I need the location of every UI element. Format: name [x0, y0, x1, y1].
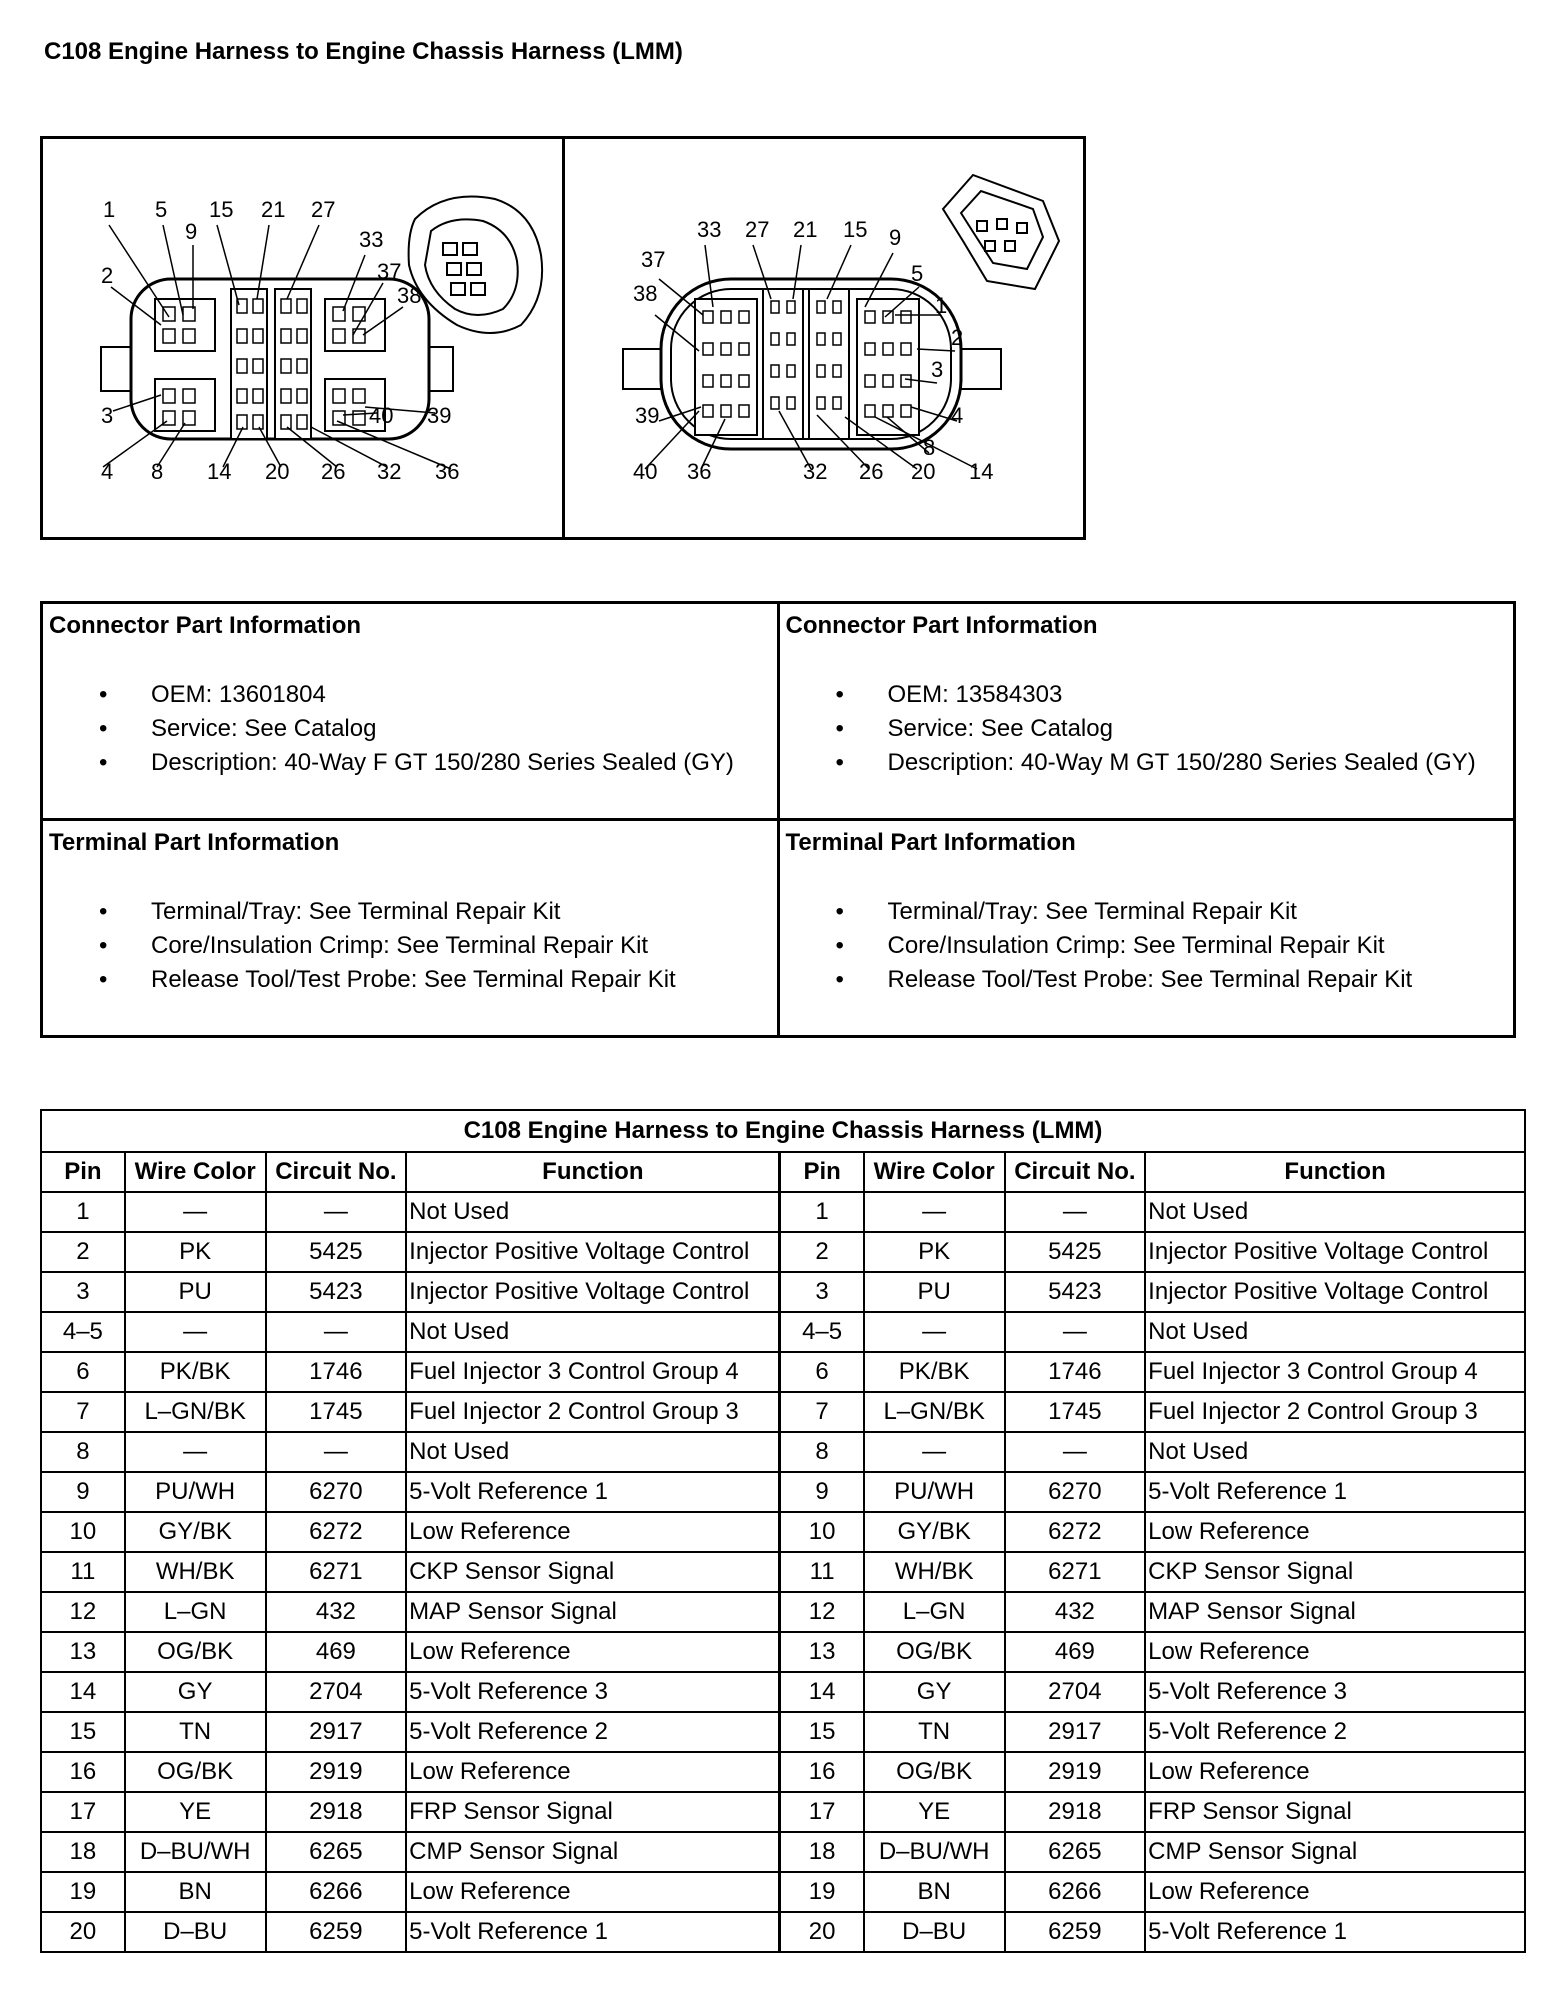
circuit-no-cell: 6259: [1005, 1912, 1146, 1952]
circuit-no-cell: 2704: [266, 1672, 407, 1712]
terminal-info-heading: Terminal Part Information: [49, 829, 340, 856]
circuit-no-cell: 469: [1005, 1632, 1146, 1672]
wire-color-cell: —: [125, 1312, 266, 1352]
female-connector-diagram: [43, 139, 562, 537]
circuit-no-cell: 469: [266, 1632, 407, 1672]
wire-color-cell: BN: [125, 1872, 266, 1912]
pinout-header-row: [41, 1152, 1525, 1192]
wire-color-cell: TN: [125, 1712, 266, 1752]
function-cell: 5-Volt Reference 2: [406, 1712, 780, 1752]
pin-cell: 15: [41, 1712, 125, 1752]
function-cell: Injector Positive Voltage Control: [406, 1272, 780, 1312]
circuit-no-cell: 2918: [266, 1792, 407, 1832]
pin-cell: 2: [41, 1232, 125, 1272]
pin-cell: 16: [41, 1752, 125, 1792]
pin-cell: 4–5: [780, 1312, 864, 1352]
pin-cell: 7: [780, 1392, 864, 1432]
terminal-info-list: [780, 895, 1514, 997]
right-pin-label: 27: [745, 217, 770, 242]
pin-cell: 8: [780, 1432, 864, 1472]
pinout-row: [41, 1272, 1525, 1312]
right-pin-label: 1: [935, 293, 948, 318]
wire-color-cell: PU/WH: [125, 1472, 266, 1512]
function-cell: CKP Sensor Signal: [406, 1552, 780, 1592]
function-cell: 5-Volt Reference 3: [1145, 1672, 1525, 1712]
right-pin-label: 14: [969, 459, 994, 484]
pinout-row: [41, 1752, 1525, 1792]
header-pin: Pin: [41, 1152, 125, 1192]
terminal-tray: • Terminal/Tray: See Terminal Repair Kit: [43, 895, 777, 929]
wire-color-cell: L–GN/BK: [864, 1392, 1005, 1432]
pin-cell: 18: [41, 1832, 125, 1872]
left-pin-label: 1: [103, 197, 116, 222]
pin-cell: 10: [41, 1512, 125, 1552]
wire-color-cell: WH/BK: [125, 1552, 266, 1592]
right-pin-label: 20: [911, 459, 936, 484]
function-cell: Low Reference: [1145, 1752, 1525, 1792]
right-pin-label: 36: [687, 459, 712, 484]
part-information-table: [40, 601, 1516, 1038]
pin-cell: 2: [780, 1232, 864, 1272]
function-cell: Fuel Injector 3 Control Group 4: [406, 1352, 780, 1392]
pin-cell: 16: [780, 1752, 864, 1792]
left-pin-label: 36: [435, 459, 460, 484]
header-function: Function: [406, 1152, 780, 1192]
right-pin-label: 38: [633, 281, 658, 306]
pinout-row: [41, 1792, 1525, 1832]
wire-color-cell: PK/BK: [864, 1352, 1005, 1392]
terminal-tray: • Terminal/Tray: See Terminal Repair Kit: [780, 895, 1514, 929]
function-cell: Not Used: [406, 1312, 780, 1352]
pinout-row: [41, 1672, 1525, 1712]
function-cell: Not Used: [1145, 1192, 1525, 1232]
header-pin: Pin: [780, 1152, 864, 1192]
pin-cell: 11: [780, 1552, 864, 1592]
pin-cell: 14: [780, 1672, 864, 1712]
right-pin-label: 33: [697, 217, 722, 242]
circuit-no-cell: 432: [1005, 1592, 1146, 1632]
circuit-no-cell: 6271: [1005, 1552, 1146, 1592]
pin-cell: 20: [41, 1912, 125, 1952]
pin-cell: 9: [780, 1472, 864, 1512]
pin-cell: 6: [41, 1352, 125, 1392]
pin-cell: 3: [41, 1272, 125, 1312]
pin-cell: 17: [780, 1792, 864, 1832]
terminal-crimp: • Core/Insulation Crimp: See Terminal Repair Kit: [43, 929, 777, 963]
function-cell: Low Reference: [406, 1752, 780, 1792]
terminal-release-tool: • Release Tool/Test Probe: See Terminal Repair Kit: [780, 963, 1514, 997]
function-cell: Low Reference: [406, 1872, 780, 1912]
wire-color-cell: BN: [864, 1872, 1005, 1912]
function-cell: Not Used: [1145, 1432, 1525, 1472]
pinout-row: [41, 1712, 1525, 1752]
pinout-row: [41, 1552, 1525, 1592]
wire-color-cell: PK: [125, 1232, 266, 1272]
wire-color-cell: GY/BK: [125, 1512, 266, 1552]
right-pin-label: 5: [911, 261, 924, 286]
connector-info-cell-right: [778, 603, 1515, 820]
wire-color-cell: —: [864, 1432, 1005, 1472]
right-pin-label: 3: [931, 357, 944, 382]
function-cell: MAP Sensor Signal: [1145, 1592, 1525, 1632]
pin-cell: 12: [41, 1592, 125, 1632]
header-circuit-no: Circuit No.: [1005, 1152, 1146, 1192]
function-cell: Low Reference: [1145, 1512, 1525, 1552]
circuit-no-cell: 2919: [1005, 1752, 1146, 1792]
function-cell: CMP Sensor Signal: [406, 1832, 780, 1872]
pin-cell: 18: [780, 1832, 864, 1872]
right-pin-label: 40: [633, 459, 658, 484]
function-cell: Low Reference: [406, 1632, 780, 1672]
pin-cell: 4–5: [41, 1312, 125, 1352]
circuit-no-cell: 6271: [266, 1552, 407, 1592]
pinout-row: [41, 1912, 1525, 1952]
right-pin-label: 21: [793, 217, 818, 242]
wire-color-cell: L–GN: [125, 1592, 266, 1632]
pin-cell: 1: [780, 1192, 864, 1232]
female-connector-drawing: [43, 139, 562, 537]
left-pin-label: 32: [377, 459, 402, 484]
left-pin-label: 21: [261, 197, 286, 222]
left-pin-label: 37: [377, 259, 402, 284]
circuit-no-cell: 6259: [266, 1912, 407, 1952]
terminal-info-list: [43, 895, 777, 997]
connector-oem: • OEM: 13584303: [780, 678, 1514, 712]
wire-color-cell: GY/BK: [864, 1512, 1005, 1552]
circuit-no-cell: —: [1005, 1432, 1146, 1472]
left-pin-label: 14: [207, 459, 232, 484]
function-cell: 5-Volt Reference 3: [406, 1672, 780, 1712]
left-pin-label: 2: [101, 263, 114, 288]
connector-info-cell-left: [42, 603, 779, 820]
connector-info-list: [780, 678, 1514, 780]
right-pin-label: 4: [951, 403, 964, 428]
wire-color-cell: —: [125, 1432, 266, 1472]
wire-color-cell: PK: [864, 1232, 1005, 1272]
right-pin-label: 9: [889, 225, 902, 250]
function-cell: Low Reference: [406, 1512, 780, 1552]
connector-diagram-frame: [40, 136, 1086, 540]
circuit-no-cell: 6266: [266, 1872, 407, 1912]
right-pin-label: 2: [951, 325, 964, 350]
connector-info-heading: Connector Part Information: [785, 612, 1098, 639]
terminal-info-heading: Terminal Part Information: [785, 829, 1076, 856]
right-pin-label: 39: [635, 403, 660, 428]
wire-color-cell: YE: [125, 1792, 266, 1832]
pin-cell: 7: [41, 1392, 125, 1432]
left-pin-label: 5: [155, 197, 168, 222]
function-cell: Not Used: [406, 1192, 780, 1232]
pinout-row: [41, 1472, 1525, 1512]
pinout-row: [41, 1232, 1525, 1272]
circuit-no-cell: 6266: [1005, 1872, 1146, 1912]
connector-description: • Description: 40-Way F GT 150/280 Series Sealed (GY): [43, 746, 777, 780]
wire-color-cell: GY: [125, 1672, 266, 1712]
circuit-no-cell: 2918: [1005, 1792, 1146, 1832]
function-cell: 5-Volt Reference 1: [1145, 1472, 1525, 1512]
wire-color-cell: —: [125, 1192, 266, 1232]
page-title: C108 Engine Harness to Engine Chassis Harness (LMM): [44, 38, 683, 65]
right-pin-label: 32: [803, 459, 828, 484]
function-cell: Injector Positive Voltage Control: [1145, 1232, 1525, 1272]
wire-color-cell: D–BU: [864, 1912, 1005, 1952]
wire-color-cell: PU: [125, 1272, 266, 1312]
wire-color-cell: WH/BK: [864, 1552, 1005, 1592]
circuit-no-cell: 6270: [1005, 1472, 1146, 1512]
circuit-no-cell: 5423: [1005, 1272, 1146, 1312]
wire-color-cell: YE: [864, 1792, 1005, 1832]
pinout-row: [41, 1192, 1525, 1232]
terminal-info-cell-right: [778, 820, 1515, 1037]
circuit-no-cell: —: [266, 1192, 407, 1232]
circuit-no-cell: 1745: [266, 1392, 407, 1432]
circuit-no-cell: —: [1005, 1312, 1146, 1352]
wire-color-cell: —: [864, 1312, 1005, 1352]
wire-color-cell: PU/WH: [864, 1472, 1005, 1512]
function-cell: Low Reference: [1145, 1632, 1525, 1672]
connector-service: • Service: See Catalog: [43, 712, 777, 746]
pinout-row: [41, 1512, 1525, 1552]
function-cell: 5-Volt Reference 2: [1145, 1712, 1525, 1752]
function-cell: Not Used: [406, 1432, 780, 1472]
function-cell: Low Reference: [1145, 1872, 1525, 1912]
terminal-release-tool: • Release Tool/Test Probe: See Terminal Repair Kit: [43, 963, 777, 997]
function-cell: Not Used: [1145, 1312, 1525, 1352]
pin-cell: 19: [780, 1872, 864, 1912]
pin-cell: 14: [41, 1672, 125, 1712]
circuit-no-cell: 1746: [1005, 1352, 1146, 1392]
connector-oem: • OEM: 13601804: [43, 678, 777, 712]
connector-description: • Description: 40-Way M GT 150/280 Series Sealed (GY): [780, 746, 1514, 780]
pinout-row: [41, 1592, 1525, 1632]
wire-color-cell: —: [864, 1192, 1005, 1232]
circuit-no-cell: 2917: [266, 1712, 407, 1752]
pin-cell: 13: [41, 1632, 125, 1672]
circuit-no-cell: 6265: [266, 1832, 407, 1872]
circuit-no-cell: 6272: [1005, 1512, 1146, 1552]
function-cell: FRP Sensor Signal: [1145, 1792, 1525, 1832]
function-cell: MAP Sensor Signal: [406, 1592, 780, 1632]
pinout-title: C108 Engine Harness to Engine Chassis Harness (LMM): [41, 1110, 1525, 1152]
left-pin-label: 15: [209, 197, 234, 222]
left-pin-label: 26: [321, 459, 346, 484]
wire-color-cell: L–GN: [864, 1592, 1005, 1632]
header-circuit-no: Circuit No.: [266, 1152, 407, 1192]
circuit-no-cell: 1746: [266, 1352, 407, 1392]
function-cell: Fuel Injector 2 Control Group 3: [1145, 1392, 1525, 1432]
circuit-no-cell: 6272: [266, 1512, 407, 1552]
left-pin-label: 20: [265, 459, 290, 484]
right-pin-label: 8: [923, 435, 936, 460]
left-pin-label: 4: [101, 459, 114, 484]
pin-cell: 3: [780, 1272, 864, 1312]
wire-color-cell: D–BU: [125, 1912, 266, 1952]
function-cell: CMP Sensor Signal: [1145, 1832, 1525, 1872]
pinout-row: [41, 1632, 1525, 1672]
function-cell: CKP Sensor Signal: [1145, 1552, 1525, 1592]
male-connector-diagram: [565, 139, 1084, 537]
pin-cell: 20: [780, 1912, 864, 1952]
wire-color-cell: D–BU/WH: [125, 1832, 266, 1872]
right-pin-label: 37: [641, 247, 666, 272]
circuit-no-cell: —: [266, 1432, 407, 1472]
pin-cell: 19: [41, 1872, 125, 1912]
connector-service: • Service: See Catalog: [780, 712, 1514, 746]
wire-color-cell: D–BU/WH: [864, 1832, 1005, 1872]
wire-color-cell: PU: [864, 1272, 1005, 1312]
pin-cell: 8: [41, 1432, 125, 1472]
function-cell: Injector Positive Voltage Control: [406, 1232, 780, 1272]
left-pin-label: 38: [397, 283, 422, 308]
circuit-no-cell: 432: [266, 1592, 407, 1632]
wire-color-cell: OG/BK: [125, 1632, 266, 1672]
male-connector-drawing: [565, 139, 1084, 537]
wire-color-cell: GY: [864, 1672, 1005, 1712]
left-pin-label: 9: [185, 219, 198, 244]
wire-color-cell: PK/BK: [125, 1352, 266, 1392]
left-pin-label: 8: [151, 459, 164, 484]
connector-info-row: [42, 603, 1515, 820]
left-pin-label: 33: [359, 227, 384, 252]
wire-color-cell: L–GN/BK: [125, 1392, 266, 1432]
pin-cell: 10: [780, 1512, 864, 1552]
pinout-row: [41, 1872, 1525, 1912]
pinout-row: [41, 1432, 1525, 1472]
header-wire-color: Wire Color: [125, 1152, 266, 1192]
pinout-row: [41, 1312, 1525, 1352]
wire-color-cell: OG/BK: [864, 1752, 1005, 1792]
left-pin-label: 40: [369, 403, 394, 428]
terminal-info-row: [42, 820, 1515, 1037]
function-cell: 5-Volt Reference 1: [406, 1912, 780, 1952]
pinout-row: [41, 1832, 1525, 1872]
circuit-no-cell: —: [266, 1312, 407, 1352]
pin-cell: 12: [780, 1592, 864, 1632]
header-wire-color: Wire Color: [864, 1152, 1005, 1192]
circuit-no-cell: 5425: [266, 1232, 407, 1272]
circuit-no-cell: 5423: [266, 1272, 407, 1312]
circuit-no-cell: 5425: [1005, 1232, 1146, 1272]
function-cell: 5-Volt Reference 1: [1145, 1912, 1525, 1952]
connector-info-list: [43, 678, 777, 780]
left-pin-label: 39: [427, 403, 452, 428]
pin-cell: 11: [41, 1552, 125, 1592]
pinout-table: [40, 1109, 1526, 1953]
pinout-row: [41, 1352, 1525, 1392]
pinout-row: [41, 1392, 1525, 1432]
left-pin-label: 27: [311, 197, 336, 222]
function-cell: Injector Positive Voltage Control: [1145, 1272, 1525, 1312]
wire-color-cell: TN: [864, 1712, 1005, 1752]
wire-color-cell: OG/BK: [125, 1752, 266, 1792]
function-cell: 5-Volt Reference 1: [406, 1472, 780, 1512]
connector-info-heading: Connector Part Information: [49, 612, 362, 639]
terminal-info-cell-left: [42, 820, 779, 1037]
header-function: Function: [1145, 1152, 1525, 1192]
right-pin-label: 15: [843, 217, 868, 242]
function-cell: Fuel Injector 2 Control Group 3: [406, 1392, 780, 1432]
left-pin-label: 3: [101, 403, 114, 428]
function-cell: Fuel Injector 3 Control Group 4: [1145, 1352, 1525, 1392]
pin-cell: 1: [41, 1192, 125, 1232]
circuit-no-cell: —: [1005, 1192, 1146, 1232]
pin-cell: 17: [41, 1792, 125, 1832]
pin-cell: 6: [780, 1352, 864, 1392]
pin-cell: 9: [41, 1472, 125, 1512]
circuit-no-cell: 2919: [266, 1752, 407, 1792]
pin-cell: 13: [780, 1632, 864, 1672]
function-cell: FRP Sensor Signal: [406, 1792, 780, 1832]
pin-cell: 15: [780, 1712, 864, 1752]
circuit-no-cell: 2917: [1005, 1712, 1146, 1752]
circuit-no-cell: 6265: [1005, 1832, 1146, 1872]
circuit-no-cell: 6270: [266, 1472, 407, 1512]
pinout-title-row: [41, 1110, 1525, 1152]
circuit-no-cell: 2704: [1005, 1672, 1146, 1712]
wire-color-cell: OG/BK: [864, 1632, 1005, 1672]
right-pin-label: 26: [859, 459, 884, 484]
circuit-no-cell: 1745: [1005, 1392, 1146, 1432]
terminal-crimp: • Core/Insulation Crimp: See Terminal Repair Kit: [780, 929, 1514, 963]
